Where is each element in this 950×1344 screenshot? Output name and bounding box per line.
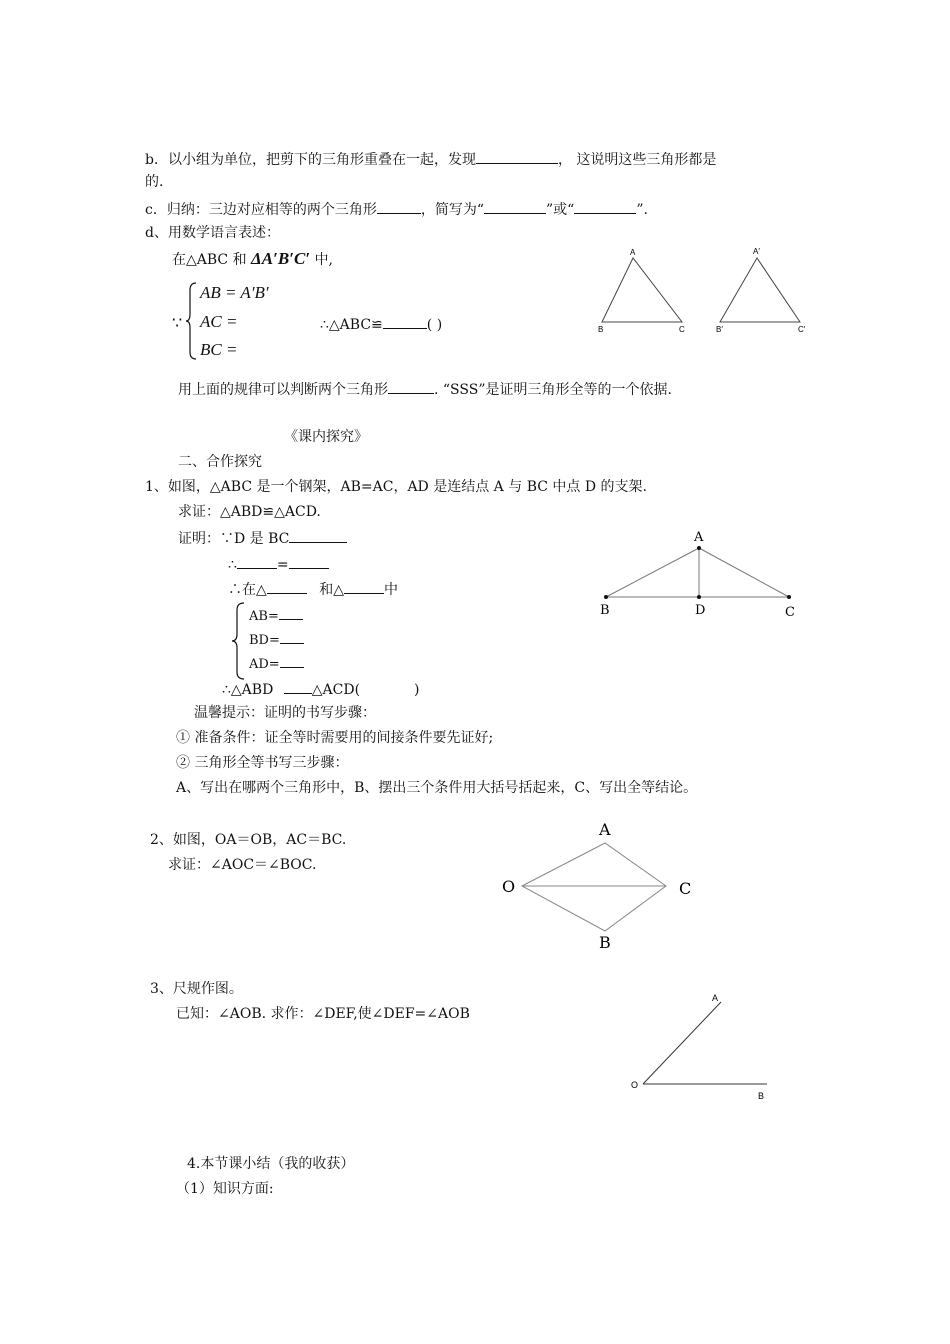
line-c: c．归纳：三边对应相等的两个三角形 ，简写为“ ”或“ ”. — [145, 199, 648, 219]
problem1-prove: 求证：△ABD≌△ACD. — [178, 504, 321, 520]
problem3-given: 已知：∠AOB. 求作：∠DEF,使∠DEF=∠AOB — [176, 1006, 470, 1022]
ray-oa — [643, 1002, 721, 1084]
label-c: C — [785, 605, 795, 620]
problem2-prove: 求证：∠AOC＝∠BOC. — [168, 857, 317, 873]
label-o: O — [502, 877, 516, 896]
figure-kite — [498, 818, 698, 954]
eq-ac: AC = — [200, 312, 238, 331]
label-c: C — [679, 879, 692, 898]
proof-line-1: 证明：∵D 是 BC — [178, 528, 347, 548]
label-b: B — [758, 1091, 765, 1101]
label-b: B — [598, 325, 604, 334]
kite-outline — [522, 843, 666, 931]
label-a: A — [712, 993, 719, 1003]
line-b2: 的. — [145, 174, 164, 190]
blank — [476, 149, 558, 164]
figure-two-triangles — [590, 244, 820, 344]
point-b — [604, 595, 608, 599]
line-b: b．以小组为单位，把剪下的三角形重叠在一起，发现 ， 这说明这些三角形都是 — [145, 149, 716, 169]
label-a-prime: A′ — [753, 247, 760, 256]
label-b: B — [599, 933, 611, 952]
proof-conclusion: ∴△ABD △ACD( ) — [222, 679, 420, 699]
tip-3: A、写出在哪两个三角形中，B、摆出三个条件用大括号括起来，C、写出全等结论。 — [176, 780, 698, 796]
figure-steel-frame — [596, 526, 796, 621]
brace-1 — [186, 282, 198, 360]
problem1-statement: 1、如图，△ABC 是一个钢架，AB=AC，AD 是连结点 A 与 BC 中点 D 的支架. — [145, 479, 647, 495]
because-sign: ∵ — [172, 313, 183, 332]
brace-2 — [232, 602, 246, 680]
eq-bc: BC = — [200, 340, 238, 359]
cond-bd: BD= — [249, 629, 304, 650]
tip-2: ② 三角形全等书写三步骤： — [176, 755, 349, 771]
in-triangles-line: 在△ABC 和 ΔA′B′C′ 中, — [172, 249, 333, 268]
figure-angle-aob — [626, 990, 776, 1105]
triangle-abc-prime — [720, 258, 800, 322]
label-b: B — [600, 603, 610, 618]
label-o: O — [631, 1080, 639, 1090]
cond-ab: AB= — [249, 605, 303, 626]
point-d — [697, 595, 701, 599]
section-heading: 二、合作探究 — [178, 454, 262, 470]
label-a: A — [599, 820, 611, 839]
label-a: A — [630, 248, 636, 257]
summary-item-1: （1）知识方面: — [176, 1181, 274, 1197]
therefore-line: ∴△ABC≌ ( ) — [320, 314, 442, 334]
tips-title: 温馨提示：证明的书写步骤： — [194, 705, 376, 721]
label-c: C — [679, 325, 685, 334]
side-ab — [606, 548, 699, 597]
triangle-abc — [602, 258, 682, 322]
problem3-statement: 3、尺规作图。 — [150, 981, 243, 997]
section-title: 《课内探究》 — [284, 429, 368, 445]
label-c-prime: C′ — [798, 325, 806, 334]
line-d: d、用数学语言表述： — [145, 225, 280, 241]
proof-line-2: ∴ = — [228, 554, 329, 574]
problem2-statement: 2、如图，OA＝OB，AC＝BC. — [150, 832, 347, 848]
point-c — [787, 595, 791, 599]
cond-ad: AD= — [249, 653, 304, 674]
tip-1: ① 准备条件：证全等时需要用的间接条件要先证好; — [176, 730, 494, 746]
side-ac — [699, 548, 789, 597]
label-a: A — [694, 530, 704, 545]
rule-line: 用上面的规律可以判断两个三角形 . “SSS”是证明三角形全等的一个依据. — [178, 379, 672, 399]
summary-title: 4.本节课小结（我的收获） — [187, 1156, 355, 1172]
label-b-prime: B′ — [716, 325, 723, 334]
point-a — [697, 546, 701, 550]
proof-line-3: ∴在△ 和△ 中 — [228, 579, 398, 599]
label-d: D — [695, 603, 706, 618]
eq-ab: AB = A′B′ — [200, 283, 269, 302]
